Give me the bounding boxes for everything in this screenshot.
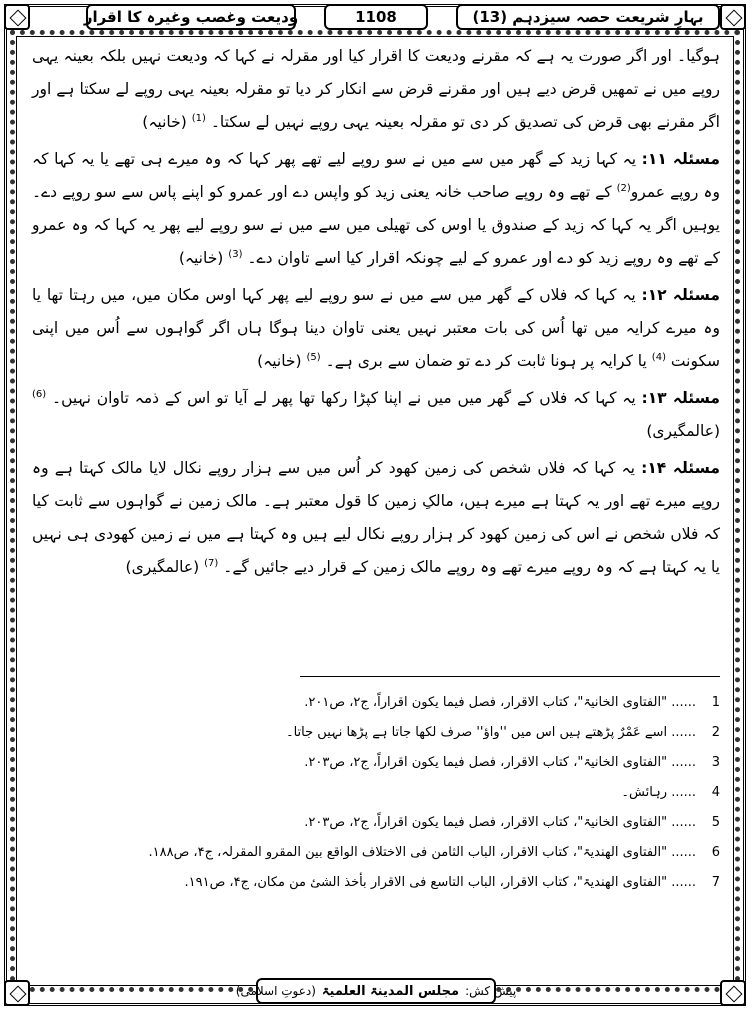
masala-12 — [32, 279, 720, 378]
footnote-item: 2...... اسے عَمْرٌ پڑھتے ہیں اس میں ''واؤ'' صرف لکھا جاتا ہے پڑھا نہیں جاتا۔ — [32, 718, 720, 748]
footnote-text: رہائش۔ — [621, 785, 668, 800]
source-citation: (خانیہ) — [142, 113, 187, 131]
footnotes — [32, 688, 720, 898]
footnote-item: 7...... "الفتاوی الھندیۃ"، کتاب الاقرار، الباب التاسع فی الاقرار بأخذ الشیٔ من مکان، ج۴، ص۱۹۱. — [32, 868, 720, 898]
footnote-item: 3...... "الفتاوی الخانیۃ"، کتاب الاقرار، فصل فیما یکون اقراراً، ج۲، ص۲۰۳. — [32, 748, 720, 778]
masala-label: مسئلہ ۱۳: — [641, 389, 720, 407]
paragraph-text-continued: کے تھے وہ روپے صاحب خانہ یعنی زید کو واپس دے اور عمرو کو اپنے پاس سے سو روپے دے۔ یوہیں اگر یہ کہا کہ زید کے صندوق یا اوس کی تھیلی میں سے میں نے سو روپے لیے پھر یہ کہا کہ وہ عمرو کے تھے وہ روپے زید کو دے اور عمرو کے لیے چونکہ اقرار کیا اسے تاوان دے۔ — [32, 183, 720, 267]
masala-14 — [32, 452, 720, 584]
masala-label: مسئلہ ۱۲: — [641, 286, 720, 304]
masala-13 — [32, 382, 720, 448]
footnote-item: 4...... رہائش۔ — [32, 778, 720, 808]
footnote-text: اسے عَمْرٌ پڑھتے ہیں اس میں ''واؤ'' صرف لکھا جاتا ہے پڑھا نہیں جاتا۔ — [285, 725, 668, 740]
footnote-ref[interactable]: (2) — [616, 182, 631, 194]
paragraph-text: یہ کہا زید کے گھر میں سے میں نے سو روپے لیے تھے پھر کہا کہ وہ میرے ہی تھے یا یہ کہا کہ وہ روپے عمرو — [32, 150, 720, 201]
paragraph-text: یہ کہا کہ فلاں کے گھر میں سے میں نے سو روپے لیے پھر کہا اوس مکان میں، میں رہتا تھا یا وہ میرے کرایہ میں تھا اُس کی بات معتبر نہیں یعنی تاوان دینا ہوگا ہاں اگر گواہوں سے اُس میں اپنی سکونت — [32, 286, 720, 370]
corner-ornament-top-right — [720, 4, 746, 30]
book-title: بہارِ شریعت حصہ سیزدہم (13) — [456, 4, 720, 30]
source-citation: (عالمگیری) — [125, 558, 200, 576]
corner-ornament-bottom-right — [720, 980, 746, 1006]
footnote-ref[interactable]: (7) — [204, 557, 219, 569]
publisher-name: مجلس المدینۃ العلمیۃ — [321, 983, 460, 999]
footnote-text: "الفتاوی الخانیۃ"، کتاب الاقرار، فصل فیما یکون اقراراً، ج۲، ص۲۰۳. — [304, 755, 668, 770]
footnote-text: "الفتاوی الھندیۃ"، کتاب الاقرار، الباب التاسع فی الاقرار بأخذ الشیٔ من مکان، ج۴، ص۱۹۱. — [184, 875, 668, 890]
publisher-footer — [235, 978, 517, 1004]
footnote-ref[interactable]: (4) — [651, 351, 666, 363]
footnote-number: 5 — [711, 815, 720, 830]
footnote-item: 1...... "الفتاوی الخانیۃ"، کتاب الاقرار، فصل فیما یکون اقراراً، ج۲، ص۲۰۱. — [32, 688, 720, 718]
paragraph-text-continued: یا کرایہ پر ہونا ثابت کر دے تو ضمان سے بری ہے۔ — [325, 352, 647, 370]
footnote-text: "الفتاوی الھندیۃ"، کتاب الاقرار، الباب الثامن فی الاختلاف الواقع بین المقرو المقرلہ، ج۴، ص۱۸۸. — [148, 845, 668, 860]
footnote-number: 7 — [711, 875, 720, 890]
footnote-ref[interactable]: (5) — [306, 351, 321, 363]
footnote-number: 1 — [711, 695, 720, 710]
chapter-title: ودیعت وغصب وغیرہ کا اقرار — [86, 4, 296, 30]
footnote-number: 4 — [711, 785, 720, 800]
footnote-ref[interactable]: (1) — [191, 112, 206, 124]
source-citation: (خانیہ) — [178, 249, 224, 267]
masala-label: مسئلہ ۱۱: — [641, 150, 720, 168]
footnote-item: 5...... "الفتاوی الخانیۃ"، کتاب الاقرار، فصل فیما یکون اقراراً، ج۲، ص۲۰۳. — [32, 808, 720, 838]
footnote-ref[interactable]: (6) — [32, 388, 47, 400]
source-citation: (عالمگیری) — [646, 422, 720, 440]
footnote-number: 6 — [711, 845, 720, 860]
footnote-number: 2 — [711, 725, 720, 740]
corner-ornament-top-left — [4, 4, 30, 30]
publisher-subtitle: (دعوتِ اسلامی) — [235, 984, 316, 998]
footnote-text: "الفتاوی الخانیۃ"، کتاب الاقرار، فصل فیما یکون اقراراً، ج۲، ص۲۰۳. — [304, 815, 668, 830]
paragraph-text: یہ کہا کہ فلاں شخص کی زمین کھود کر اُس میں سے ہزار روپے نکال لایا مالک کہتا ہے وہ روپے میرے تھے اور یہ کہتا ہے میرے ہیں، مالکِ زمین کا قول معتبر ہے۔ مالک زمین نے گواہوں سے ثابت کیا کہ فلاں شخص نے اس کی زمین کھود کر ہزار روپے نکال لیے ہیں وہ کہتا ہے میں نے زمین کھودی ہی نہیں یا یہ کہتا ہے کہ وہ روپے میرے تھے وہ روپے مالک زمین کے قرار دیے جائیں گے۔ — [32, 459, 720, 576]
masala-label: مسئلہ ۱۴: — [641, 459, 720, 477]
footnote-item: 6...... "الفتاوی الھندیۃ"، کتاب الاقرار، الباب الثامن فی الاختلاف الواقع بین المقرو المقرلہ، ج۴، ص۱۸۸. — [32, 838, 720, 868]
masala-11 — [32, 143, 720, 275]
paragraph-text: ہوگیا۔ اور اگر صورت یہ ہے کہ مقرنے ودیعت کا اقرار کیا اور مقرلہ نے کہا کہ ودیعت نہیں بلکہ بعینہ یہی روپے میں نے تمھیں قرض دیے ہیں اور مقرنے قرض سے انکار کر دیا تو مقرلہ بعینہ یہی روپے لے سکتا ہے اور اگر مقرنے بھی قرض کی تصدیق کر دی تو مقرلہ بعینہ یہی روپے نہیں لے سکتا۔ — [32, 47, 720, 131]
footnote-ref[interactable]: (3) — [228, 248, 243, 260]
source-citation: (خانیہ) — [257, 352, 302, 370]
page-body — [32, 40, 720, 584]
paragraph-text: یہ کہا کہ فلاں کے گھر میں میں نے اپنا کپڑا رکھا تھا پھر لے آیا تو اس کے ذمہ تاوان نہیں۔ — [51, 389, 636, 407]
paragraph-intro — [32, 40, 720, 139]
corner-ornament-bottom-left — [4, 980, 30, 1006]
footnote-number: 3 — [711, 755, 720, 770]
presented-by-label: پیش کش: — [465, 984, 517, 998]
footnote-text: "الفتاوی الخانیۃ"، کتاب الاقرار، فصل فیما یکون اقراراً، ج۲، ص۲۰۱. — [304, 695, 668, 710]
footnote-divider — [300, 676, 720, 677]
page-number: 1108 — [324, 4, 428, 30]
